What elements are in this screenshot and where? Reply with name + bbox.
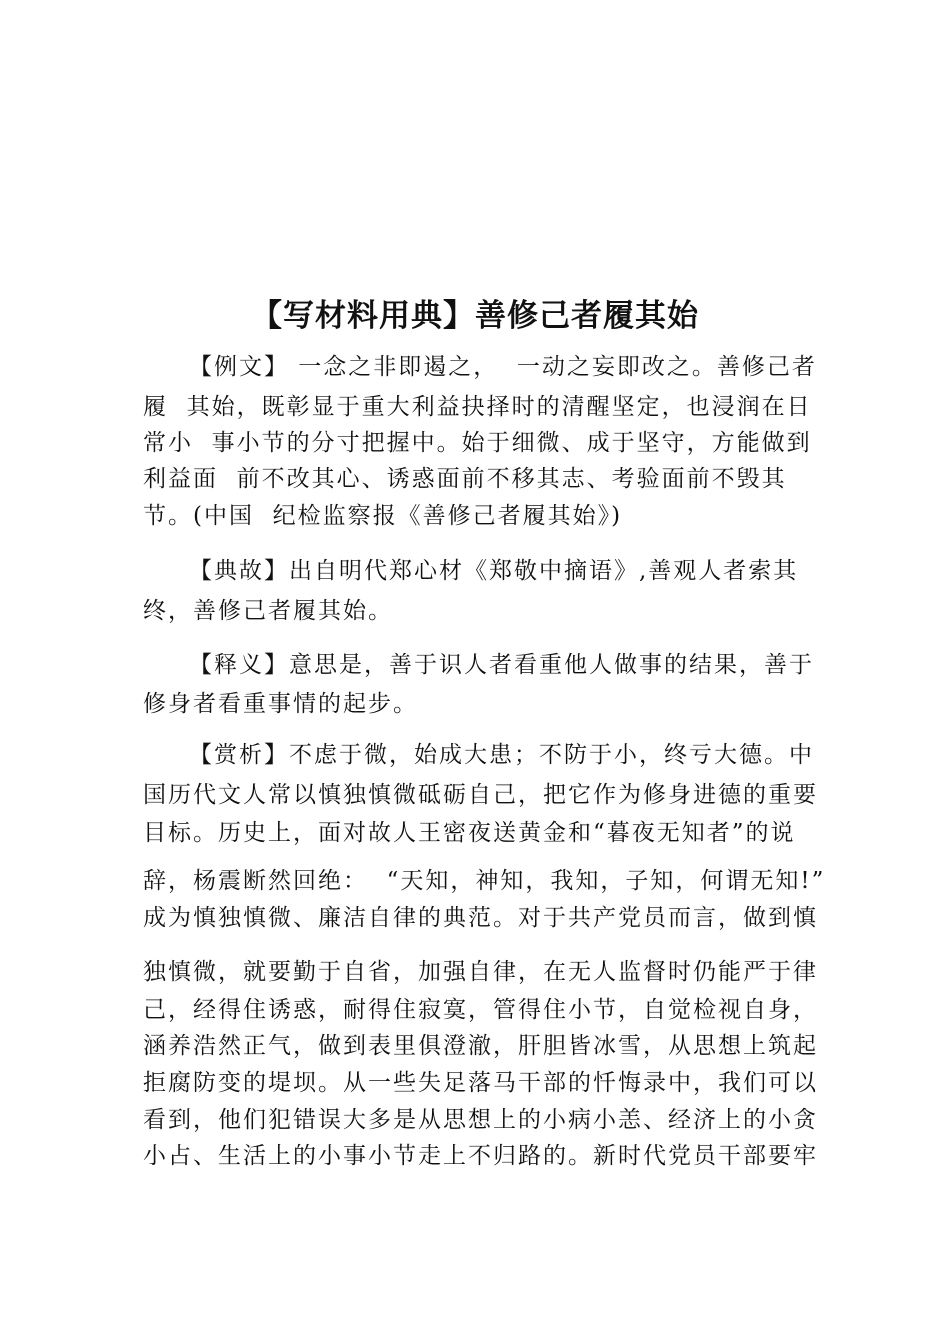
paragraph-line-meaning-2: 修身者看重事情的起步。 <box>143 691 418 717</box>
paragraph-line-example-4: 利益面 前不改其心、诱惑面前不移其志、考验面前不毁其 <box>143 466 787 492</box>
paragraph-line-analysis-7: 己，经得住诱惑，耐得住寂寞，管得住小节，自觉检视自身， <box>143 997 818 1023</box>
paragraph-line-example-5: 节。(中国 纪检监察报《善修己者履其始》) <box>143 503 623 529</box>
paragraph-line-example-2: 履 其始，既彰显于重大利益抉择时的清醒坚定，也浸润在日 <box>143 394 812 420</box>
paragraph-line-analysis-3: 目标。历史上，面对故人王密夜送黄金和“暮夜无知者”的说 <box>143 820 796 846</box>
paragraph-line-analysis-8: 涵养浩然正气，做到表里俱澄澈，肝胆皆冰雪，从思想上筑起 <box>143 1033 818 1059</box>
paragraph-line-analysis-11: 小占、生活上的小事小节走上不归路的。新时代党员干部要牢 <box>143 1143 818 1169</box>
paragraph-line-analysis-1: 【赏析】不虑于微，始成大患；不防于小，终亏大德。中 <box>189 742 814 768</box>
paragraph-line-example-1: 【例文】 一念之非即遏之， 一动之妄即改之。善修己者 <box>189 354 817 380</box>
paragraph-line-analysis-10: 看到，他们犯错误大多是从思想上的小病小恙、经济上的小贪 <box>143 1107 818 1133</box>
paragraph-line-analysis-5: 成为慎独慎微、廉洁自律的典范。对于共产党员而言，做到慎 <box>143 905 818 931</box>
paragraph-line-meaning-1: 【释义】意思是，善于识人者看重他人做事的结果，善于 <box>189 652 814 678</box>
paragraph-line-example-3: 常小 事小节的分寸把握中。始于细微、成于坚守，方能做到 <box>143 430 812 456</box>
paragraph-line-analysis-6: 独慎微，就要勤于自省，加强自律，在无人监督时仍能严于律 <box>143 959 818 985</box>
paragraph-line-allusion-1: 【典故】出自明代郑心材《郑敬中摘语》,善观人者索其 <box>189 558 799 584</box>
paragraph-line-analysis-2: 国历代文人常以慎独慎微砥砺自己，把它作为修身进德的重要 <box>143 782 818 808</box>
paragraph-line-allusion-2: 终，善修己者履其始。 <box>143 598 393 624</box>
document-title: 【写材料用典】善修己者履其始 <box>251 298 699 334</box>
paragraph-line-analysis-4: 辞，杨震断然回绝： “天知，神知，我知，子知，何谓无知!” <box>143 868 826 894</box>
paragraph-line-analysis-9: 拒腐防变的堤坝。从一些失足落马干部的忏悔录中，我们可以 <box>143 1070 818 1096</box>
